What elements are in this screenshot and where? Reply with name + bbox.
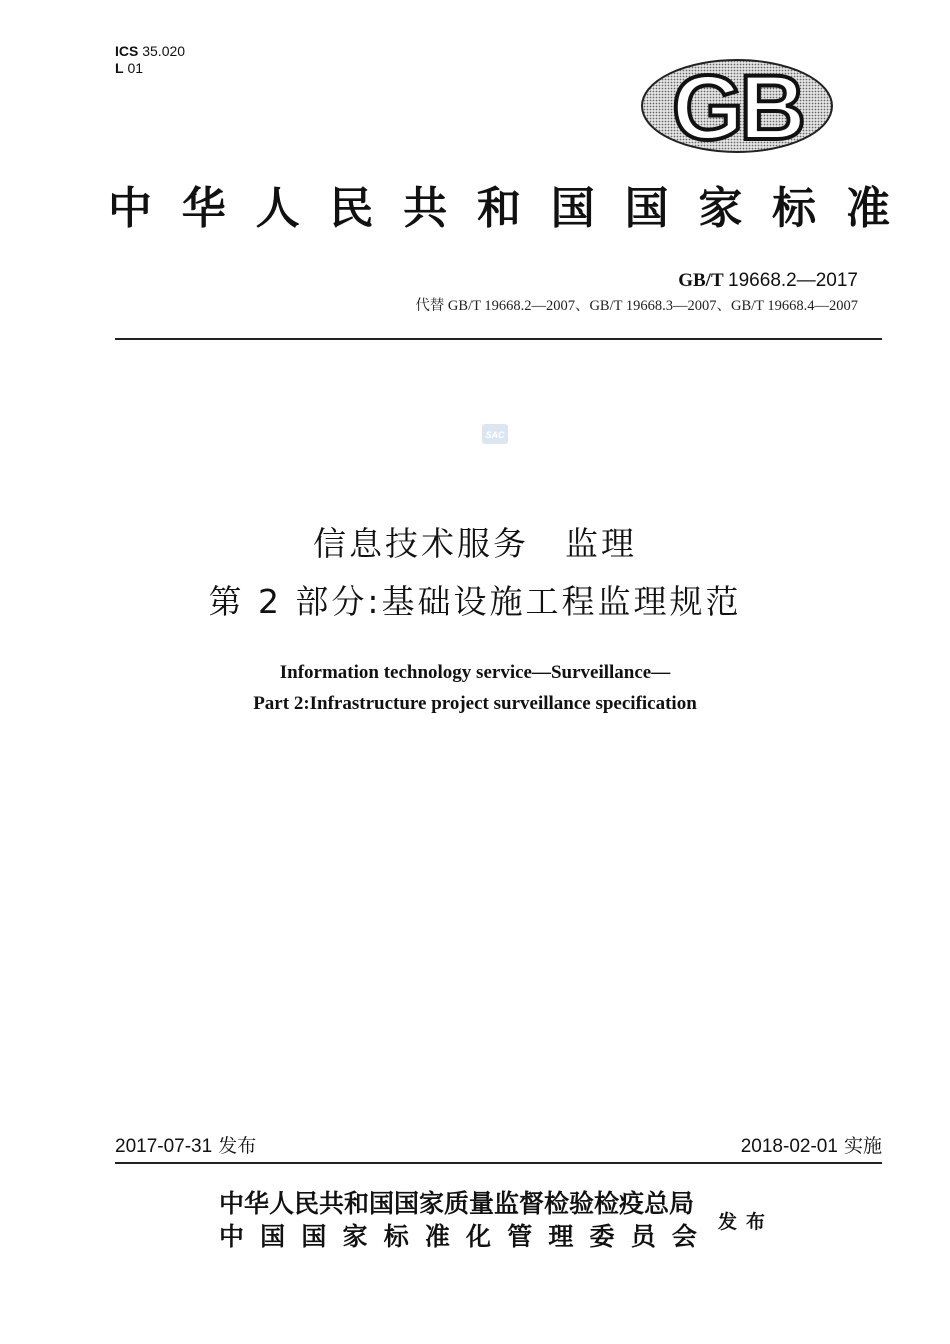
national-title-char: 标 xyxy=(772,183,817,234)
national-standard-title xyxy=(108,178,890,240)
sac-watermark xyxy=(481,423,509,445)
issuer-sac-char: 会 xyxy=(671,1222,697,1251)
national-title-char: 家 xyxy=(698,183,743,234)
implement-label: 实施 xyxy=(843,1135,882,1157)
issuer-sac-char: 国 xyxy=(301,1222,327,1251)
issuer-sac-char: 委 xyxy=(589,1222,615,1251)
title-cn-line2: 第 2 部分:基础设施工程监理规范 xyxy=(208,582,742,621)
standard-number xyxy=(678,270,858,292)
standard-prefix: GB/T xyxy=(678,270,724,291)
title-en-line2: Part 2:Infrastructure project surveillance specification xyxy=(253,693,697,714)
national-title-char: 准 xyxy=(845,183,890,234)
issuer-sac-char: 国 xyxy=(260,1222,286,1251)
national-title-char: 和 xyxy=(476,183,521,234)
sac-watermark-text: SAC xyxy=(485,430,505,440)
ics-code-line xyxy=(115,43,185,60)
issuer-sac-char: 理 xyxy=(548,1222,574,1251)
issuer-sac-char: 员 xyxy=(630,1222,656,1251)
ics-label: ICS xyxy=(115,43,139,59)
title-en-line1: Information technology service—Surveillance— xyxy=(279,662,671,683)
issuer-sac-char: 准 xyxy=(424,1222,450,1251)
implement-date: 2018-02-01 xyxy=(740,1136,838,1157)
ccs-label: L xyxy=(115,60,124,76)
issue-date: 2017-07-31 xyxy=(115,1136,213,1157)
top-divider xyxy=(115,338,882,340)
implement-date-block xyxy=(741,1133,882,1160)
issuer-sac-char: 家 xyxy=(342,1222,368,1251)
national-title-char: 国 xyxy=(624,183,669,234)
issuer-aqsiq: 中华人民共和国国家质量监督检验检疫总局 xyxy=(219,1189,695,1218)
ccs-code-line xyxy=(115,60,185,77)
publish-label: 发布 xyxy=(718,1211,775,1233)
issue-date-block xyxy=(115,1133,256,1160)
replaces-note: 代替 GB/T 19668.2—2007、GB/T 19668.3—2007、GB/T 19668.4—2007 xyxy=(415,298,858,314)
bottom-divider xyxy=(115,1162,882,1164)
ics-code: 35.020 xyxy=(142,43,186,59)
national-title-char: 中 xyxy=(108,183,152,234)
national-title-char: 民 xyxy=(329,183,374,234)
national-title-char: 华 xyxy=(181,183,226,234)
national-title-char: 国 xyxy=(550,183,595,234)
national-title-char: 共 xyxy=(403,183,448,234)
classification-codes xyxy=(115,43,185,77)
issuer-sac xyxy=(219,1221,697,1253)
title-cn-line1: 信息技术服务 监理 xyxy=(313,524,637,563)
ccs-code: 01 xyxy=(127,60,144,76)
issuer-sac-char: 中 xyxy=(219,1222,245,1251)
gb-logo-text: GB xyxy=(672,57,802,155)
issuer-sac-char: 管 xyxy=(507,1222,533,1251)
issuer-sac-char: 标 xyxy=(383,1222,409,1251)
gb-logo xyxy=(640,57,835,155)
standard-code: 19668.2—2017 xyxy=(728,270,858,291)
national-title-char: 人 xyxy=(255,183,300,234)
issue-label: 发布 xyxy=(218,1135,257,1157)
issuer-sac-char: 化 xyxy=(466,1222,492,1251)
